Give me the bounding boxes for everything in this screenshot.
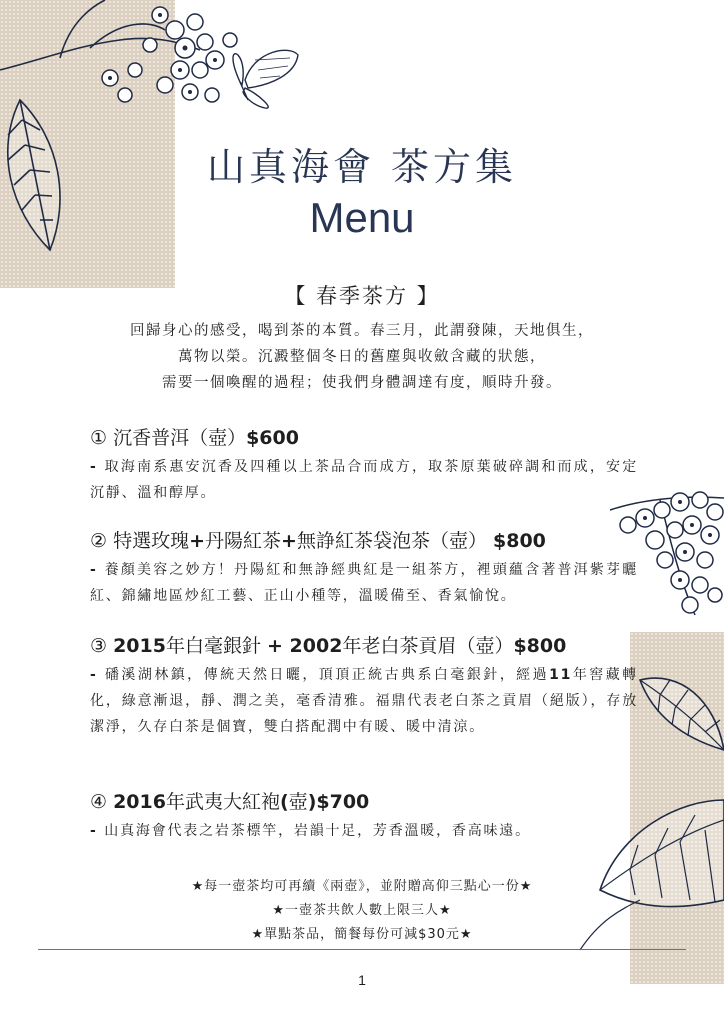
item-name: ① 沉香普洱（壺） — [90, 427, 247, 449]
page-number: 1 — [358, 972, 366, 988]
item-price: $800 — [513, 635, 567, 657]
note-line: ★每一壺茶均可再續《兩壺》，並附贈高仰三點心一份★ — [191, 879, 533, 894]
intro-line: 萬物以榮。沉澱整個冬日的舊塵與收斂含藏的狀態， — [178, 349, 546, 365]
note-line: ★單點茶品，簡餐每份可減$30元★ — [251, 927, 473, 942]
butterfly-icon — [233, 50, 298, 108]
menu-item-description: - 磻溪湖林鎮，傳統天然日曬，頂頂正統古典系白毫銀針，經過11年窖藏轉化，綠意漸退，靜、潤之美，毫香清雅。福鼎代表老白茶之貢眉（絕版），存放潔淨，久存白茶是個寶，雙白搭配潤中有暖、暖中清涼。 — [90, 667, 638, 735]
item-name: ② 特選玫瑰 — [90, 530, 190, 552]
note-line: ★一壺茶共飲人數上限三人★ — [272, 903, 452, 918]
intro-paragraph — [0, 318, 724, 396]
intro-line: 需要一個喚醒的過程；使我們身體調達有度，順時升發。 — [162, 375, 562, 391]
menu-item-3 — [90, 632, 638, 740]
menu-item-title — [90, 424, 638, 452]
page-title-chinese: 山真海會 茶方集 — [206, 145, 518, 189]
footer-notes — [0, 875, 724, 947]
menu-item-1 — [90, 424, 638, 506]
menu-item-2 — [90, 527, 638, 609]
item-price: $800 — [493, 530, 546, 552]
menu-item-title: ④ 2016年武夷大紅袍(壺)$700 — [90, 791, 370, 813]
menu-item-4 — [90, 788, 638, 844]
item-price: $700 — [316, 791, 370, 813]
page-title-english: Menu — [309, 194, 415, 241]
menu-item-description: - 取海南系惠安沉香及四種以上茶品合而成方，取茶原葉破碎調和而成，安定沉靜、溫和醇厚。 — [90, 459, 638, 501]
menu-item-title: ③ 2015年白毫銀針 + 2002年老白茶貢眉（壺）$800 — [90, 635, 567, 657]
menu-item-description: - 山真海會代表之岩茶標竿，岩韻十足，芳香溫暖，香高味遠。 — [90, 823, 531, 839]
menu-item-title: ② 特選玫瑰+丹陽紅茶+無諍紅茶袋泡茶（壺） $800 — [90, 530, 546, 552]
item-price: $600 — [246, 427, 299, 449]
season-heading: 【 春季茶方 】 — [284, 284, 440, 308]
intro-line: 回歸身心的感受，喝到茶的本質。春三月，此謂發陳，天地俱生， — [130, 323, 594, 339]
footer-divider — [38, 949, 686, 950]
menu-item-description: - 養顏美容之妙方！丹陽紅和無諍經典紅是一組茶方，裡頭蘊含著普洱紫芽曬紅、錦繡地區炒紅工藝、正山小種等，溫暖備至、香氣愉悅。 — [90, 562, 638, 604]
